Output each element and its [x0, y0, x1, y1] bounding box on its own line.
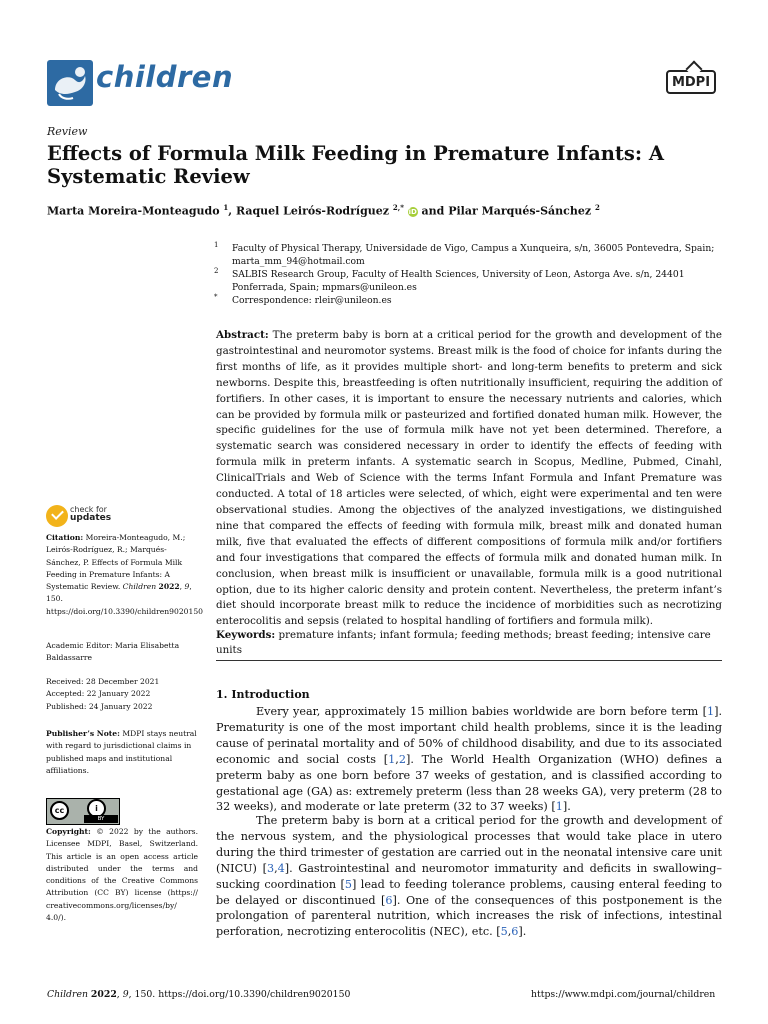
publisher-note: [46, 728, 198, 777]
paragraph-text: ]. One of the consequences of this postponement is the prolongation of parenteral nutrition, which increases the risk of infections, intestinal perforation, necrotizing enterocolitis (NEC), etc. [: [216, 893, 722, 939]
affiliation-item: [212, 268, 732, 294]
affiliation-mark: 2: [214, 267, 219, 275]
affiliation-mark: 1: [214, 241, 219, 249]
reference-link[interactable]: 1: [388, 752, 396, 766]
copyright-block: [46, 826, 198, 924]
paragraph-text: ].: [562, 800, 571, 814]
footer-doi[interactable]: , 150. https://doi.org/10.3390/children9020150: [128, 989, 351, 1000]
author-list: [47, 203, 600, 218]
paragraph-text: ]. Prematurity is one of the most important child health problems, since it is the leading cause of perinatal mortality and of 50% of childhood disability, and due to its associated economic and social costs [: [216, 705, 722, 766]
abstract: [216, 328, 722, 630]
citation-doi[interactable]: , 150. https://doi.org/10.3390/children9020150: [46, 582, 203, 616]
received-date: Received: 28 December 2021: [46, 677, 160, 686]
footer-journal-url[interactable]: https://www.mdpi.com/journal/children: [531, 989, 716, 1000]
publisher-note-text: MDPI stays neutral with regard to jurisdictional claims in published maps and institutional affiliations.: [46, 729, 197, 775]
intro-paragraph-2: [216, 813, 722, 940]
cc-by-license-badge[interactable]: [46, 798, 120, 825]
author-affiliation-mark: 1: [223, 203, 229, 212]
affiliation-mark: *: [214, 293, 218, 301]
citation-year: 2022: [158, 582, 180, 592]
paragraph-text: ,: [395, 752, 399, 766]
affiliation-item: [212, 242, 732, 268]
academic-editor-name: Maria Elisabetta Baldassarre: [46, 641, 180, 663]
copyright-text: © 2022 by the authors. Licensee MDPI, Basel, Switzerland. This article is an open access article distributed under the terms and conditions of the Creative Commons Attribution (CC BY) license (https:// creativecommons.org/licenses/by/ 4.0/).: [46, 827, 198, 923]
author-affiliation-mark: 2: [594, 203, 600, 212]
paragraph-text: ]. The World Health Organization (WHO) defines a preterm baby as one born before 37 weeks of gestation, and is classified according to gestational age (GA) as: extremely preterm (less than 28 weeks GA), very preterm (28 to 32 weeks), and moderate or late preterm (32 to 37 weeks) [: [216, 752, 722, 814]
paragraph-text: ,: [274, 861, 278, 875]
footer-citation: Children 2022, 9, 150. https://doi.org/10.3390/children9020150: [47, 989, 351, 1000]
citation-block: Citation: Moreira-Monteagudo, M.; Leirós-Rodríguez, R.; Marqués-Sánchez, P. Effects of Formula Milk Feeding in Premature Infants: A Systematic Review. Children 2022, 9, 150. https://doi.org/10.3390/children9020150: [46, 533, 203, 616]
reference-link[interactable]: 5: [500, 925, 508, 939]
affiliation-text: Correspondence: rleir@unileon.es: [232, 295, 392, 306]
orcid-icon[interactable]: iD: [408, 207, 417, 216]
citation-label: Citation:: [46, 533, 84, 542]
paragraph-text: Every year, approximately 15 million babies worldwide are born before term [: [256, 705, 707, 718]
copyright-label: Copyright:: [46, 827, 91, 836]
affiliations: [212, 242, 732, 307]
paragraph-text: ]. Gastrointestinal and neuromotor immaturity and deficits in swallowing–sucking coordination [: [216, 861, 722, 891]
article-title: Effects of Formula Milk Feeding in Premature Infants: A Systematic Review: [47, 142, 664, 188]
author-affiliation-mark: 2,*: [392, 203, 404, 212]
reference-link[interactable]: 6: [511, 925, 519, 939]
check-for-updates-badge[interactable]: [46, 505, 126, 527]
affiliation-text: Faculty of Physical Therapy, Universidade de Vigo, Campus a Xunqueira, s/n, 36005 Pontevedra, Spain; marta_mm_94@hotmail.com: [232, 243, 715, 267]
reference-link[interactable]: 1: [706, 705, 715, 718]
by-label: BY: [84, 815, 118, 823]
intro-paragraph-1: [216, 704, 722, 815]
article-type: Review: [47, 125, 88, 138]
author-name: Marta Moreira-Monteagudo: [47, 204, 220, 218]
section-heading: 1. Introduction: [216, 688, 310, 701]
mdpi-logo-text: MDPI: [666, 70, 716, 94]
abstract-label: Abstract:: [216, 329, 269, 341]
author-name: Raquel Leirós-Rodríguez: [235, 204, 390, 218]
citation-volume: 9: [184, 582, 190, 592]
mdpi-logo: [666, 70, 716, 94]
keywords-label: Keywords:: [216, 629, 276, 641]
academic-editor-label: Academic Editor:: [46, 641, 113, 650]
footer-year: 2022: [90, 989, 117, 1000]
reference-link[interactable]: 2: [398, 752, 406, 766]
citation-text: Moreira-Monteagudo, M.; Leirós-Rodríguez, R.; Marqués-Sánchez, P. Effects of Formula Milk Feeding in Premature Infants: A Systematic Review.: [46, 533, 186, 592]
attribution-icon: i: [87, 799, 106, 818]
check-updates-line2: updates: [70, 513, 112, 523]
check-icon: [46, 505, 68, 527]
reference-link[interactable]: 1: [555, 800, 563, 814]
paragraph-text: ,: [507, 925, 512, 939]
keywords-text: premature infants; infant formula; feeding methods; breast feeding; intensive care units: [216, 629, 711, 656]
reference-link[interactable]: 6: [385, 893, 393, 907]
footer-journal: Children: [47, 989, 88, 1000]
creative-commons-icon: cc: [50, 801, 69, 820]
author-separator: and: [417, 204, 449, 218]
paragraph-text: The preterm baby is born at a critical period for the growth and development of the nervous system, and the physiological processes that would take place in utero during the third trimester of gestation are carried out in the neonatal intensive care unit (NICU) [: [216, 814, 722, 875]
academic-editor: [46, 640, 198, 665]
reference-link[interactable]: 3: [266, 861, 275, 875]
paragraph-text: ].: [518, 925, 527, 939]
reference-link[interactable]: 5: [344, 877, 352, 891]
paragraph-text: ] lead to feeding tolerance problems, causing enteral feeding to be delayed or discontinued [: [216, 877, 722, 907]
citation-journal: Children: [122, 582, 157, 592]
affiliation-item: [212, 294, 732, 307]
reference-link[interactable]: 4: [277, 861, 285, 875]
footer-volume: 9: [122, 989, 129, 1000]
section-divider: [216, 660, 722, 661]
author-name: Pilar Marqués-Sánchez: [448, 204, 592, 218]
check-updates-line1: check for: [70, 505, 107, 514]
journal-name: children: [96, 60, 234, 94]
keywords: [216, 628, 722, 658]
children-journal-logo: [47, 60, 93, 106]
abstract-text: The preterm baby is born at a critical period for the growth and development of the gastrointestinal and neuromotor systems. Breast milk is the food of choice for infants during the first months of life, as it provides multiple short- and long-term benefits to preterm and sick newborns. Despite this, breastfeeding is often nutritionally insufficient, requiring the addition of fortifiers. In other cases, it is important to ensure the necessary nutrients and calories, which can be provided by formula milk or pasteurized and fortified donated human milk. However, the specific guidelines for the use of formula milk have not yet been determined. Therefore, a systematic search was considered necessary in order to identify the effects of feeding with formula milk in preterm infants. A systematic search in Scopus, Medline, Pubmed, Cinahl, ClinicalTrials and Web of Science with the terms Infant Formula and Infant Premature was conducted. A total of 18 articles were selected, of which, eight were experimental and ten were observational studies. Among the objectives of the analyzed investigations, we distinguished nine that compared the effects of feeding with formula milk, breast milk and donated human milk, five that evaluated the effects of different compositions of formula milk and/or fortifiers and four investigations that compared the effects of formula milk and donated human milk. In conclusion, when breast milk is insufficient or unavailable, formula milk is a good nutritional option, due to its higher caloric density and protein content. Nevertheless, the preterm infant’s diet should incorporate breast milk to reduce the incidence of morbidities such as necrotizing enterocolitis and sepsis (related to hospital handling of fortifiers and formula milk).: [216, 329, 722, 628]
accepted-date: Accepted: 22 January 2022: [46, 689, 151, 699]
dates-block: [46, 676, 198, 713]
affiliation-text: SALBIS Research Group, Faculty of Health Sciences, University of Leon, Astorga Ave. s/n, 24401 Ponferrada, Spain; mpmars@unileon.es: [232, 269, 685, 293]
published-date: Published: 24 January 2022: [46, 701, 153, 711]
author-separator: ,: [228, 204, 236, 218]
publisher-note-label: Publisher’s Note:: [46, 729, 120, 738]
